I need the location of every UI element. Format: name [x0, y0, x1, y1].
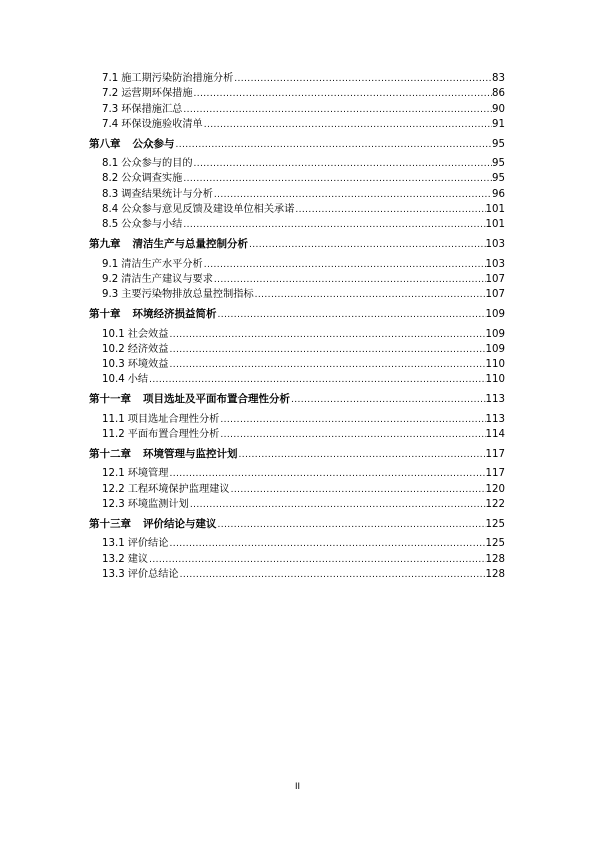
toc-entry-title: 公众参与的目的: [121, 158, 193, 170]
toc-entry-page: 110: [485, 374, 505, 386]
toc-chapter-entry[interactable]: [89, 136, 505, 152]
toc-entry-number: 10.2: [102, 343, 125, 355]
dot-leader: [290, 392, 486, 407]
toc-chapter-entry[interactable]: [89, 236, 505, 252]
toc-entry-label: [89, 257, 203, 272]
dot-leader: [217, 307, 486, 322]
toc-entry-title: 公众参与意见反馈及建设单位相关承诺: [121, 204, 295, 216]
toc-chapter-page: 103: [485, 239, 505, 251]
dot-leader: [238, 447, 486, 462]
toc-entry-title: 建议: [127, 553, 149, 565]
toc-entry[interactable]: [89, 466, 505, 481]
toc-entry-label: [89, 327, 168, 342]
toc-entry-title: 环境效益: [127, 359, 169, 371]
toc-entry-title: 评价总结论: [127, 568, 179, 580]
dot-leader: [189, 498, 486, 512]
toc-entry-page: 109: [485, 328, 505, 340]
toc-entry-title: 经济效益: [127, 343, 169, 355]
toc-entry[interactable]: [89, 536, 505, 551]
dot-leader: [213, 188, 492, 202]
toc-entry[interactable]: [89, 171, 505, 186]
toc-chapter-title: 公众参与: [132, 137, 175, 150]
dot-leader: [193, 87, 493, 101]
toc-entry-page: 110: [485, 359, 505, 371]
toc-entry-page: 101: [485, 219, 505, 231]
toc-entry-title: 项目选址合理性分析: [127, 413, 220, 425]
toc-entry-title: 清洁生产建议与要求: [121, 273, 213, 285]
dot-leader: [148, 373, 485, 387]
toc-entry-number: 11.2: [102, 429, 125, 441]
toc-chapter-number: 第九章: [89, 238, 121, 251]
toc-entry-label: [89, 102, 182, 117]
toc-entry-number: 10.3: [102, 359, 125, 371]
toc-entry[interactable]: [89, 86, 505, 101]
toc-entry-page: 95: [492, 158, 505, 170]
toc-chapter-number: 第八章: [89, 137, 121, 150]
toc-entry-page: 117: [485, 468, 505, 480]
toc-chapter-entry[interactable]: [89, 306, 505, 322]
toc-entry[interactable]: [89, 357, 505, 372]
toc-entry-number: 10.4: [102, 374, 125, 386]
toc-entry-title: 环境管理: [127, 468, 169, 480]
toc-entry-page: 101: [485, 204, 505, 216]
toc-chapter-page: 95: [492, 138, 505, 150]
toc-entry-label: [89, 372, 148, 387]
toc-entry-title: 公众参与小结: [121, 219, 183, 231]
toc-entry-number: 7.1: [102, 73, 119, 84]
toc-entry-page: 109: [485, 343, 505, 355]
toc-entry-label: [89, 86, 193, 101]
toc-entry-label: [89, 482, 230, 497]
toc-chapter-label: [89, 516, 217, 532]
toc-entry[interactable]: [89, 342, 505, 357]
toc-entry[interactable]: [89, 327, 505, 342]
toc-chapter-number: 第十三章: [89, 517, 131, 530]
toc-chapter-number: 第十章: [89, 308, 121, 321]
toc-chapter-page: 125: [485, 518, 505, 530]
dot-leader: [193, 157, 493, 171]
dot-leader: [168, 537, 485, 551]
dot-leader: [203, 118, 492, 132]
toc-entry-label: [89, 427, 219, 442]
table-of-contents: [89, 71, 505, 582]
toc-entry-title: 工程环境保护监理建议: [127, 483, 230, 495]
toc-entry-page: 107: [485, 289, 505, 301]
toc-entry-title: 运营期环保措施: [121, 88, 193, 100]
toc-entry-number: 8.4: [102, 204, 119, 216]
toc-entry-page: 90: [492, 103, 505, 115]
toc-chapter-entry[interactable]: [89, 446, 505, 462]
dot-leader: [148, 553, 485, 567]
toc-entry-number: 9.1: [102, 258, 119, 270]
toc-chapter-number: 第十一章: [89, 393, 131, 406]
dot-leader: [168, 358, 485, 372]
toc-entry-page: 114: [485, 429, 505, 441]
toc-entry-number: 7.3: [102, 103, 119, 115]
toc-entry-label: [89, 272, 213, 287]
toc-chapter-entry[interactable]: [89, 516, 505, 532]
toc-chapter-label: [89, 391, 290, 407]
toc-entry-label: [89, 287, 254, 302]
toc-entry-number: 8.2: [102, 173, 119, 185]
dot-leader: [179, 568, 486, 582]
toc-entry-page: 83: [492, 73, 505, 84]
toc-entry-number: 13.1: [102, 538, 125, 550]
toc-entry-page: 86: [492, 88, 505, 100]
toc-entry-number: 12.1: [102, 468, 125, 480]
toc-entry-title: 小结: [127, 374, 149, 386]
toc-entry-title: 公众调查实施: [121, 173, 183, 185]
dot-leader: [217, 517, 486, 532]
dot-leader: [213, 273, 486, 287]
toc-entry-number: 11.1: [102, 413, 125, 425]
toc-entry-title: 平面布置合理性分析: [127, 429, 220, 441]
page-number: II: [294, 781, 300, 791]
toc-entry-label: [89, 202, 294, 217]
toc-entry-page: 103: [485, 258, 505, 270]
toc-entry-page: 128: [485, 553, 505, 565]
toc-chapter-title: 环境经济损益简析: [132, 308, 217, 321]
toc-entry-label: [89, 497, 189, 512]
toc-chapter-title: 项目选址及平面布置合理性分析: [143, 393, 290, 406]
dot-leader: [219, 413, 485, 427]
toc-entry[interactable]: [89, 202, 505, 217]
toc-entry-title: 社会效益: [127, 328, 169, 340]
toc-chapter-label: [89, 306, 217, 322]
toc-entry-label: [89, 171, 182, 186]
toc-chapter-label: [89, 136, 175, 152]
dot-leader: [168, 467, 485, 481]
toc-entry-number: 7.2: [102, 88, 119, 100]
toc-chapter-label: [89, 236, 248, 252]
dot-leader: [233, 72, 492, 86]
toc-entry-page: 107: [485, 273, 505, 285]
toc-entry[interactable]: [89, 552, 505, 567]
toc-entry-page: 113: [485, 413, 505, 425]
toc-entry-number: 8.1: [102, 158, 119, 170]
toc-chapter-title: 评价结论与建议: [143, 517, 217, 530]
dot-leader: [182, 103, 492, 117]
toc-entry-page: 91: [492, 118, 505, 130]
toc-entry[interactable]: [89, 156, 505, 171]
toc-entry[interactable]: [89, 497, 505, 512]
toc-entry[interactable]: [89, 187, 505, 202]
toc-entry[interactable]: [89, 257, 505, 272]
toc-entry-label: [89, 412, 219, 427]
toc-entry-number: 9.2: [102, 273, 119, 285]
toc-entry-label: [89, 466, 168, 481]
toc-entry-label: [89, 71, 233, 86]
dot-leader: [168, 343, 485, 357]
toc-entry[interactable]: [89, 117, 505, 132]
toc-entry-title: 清洁生产水平分析: [121, 258, 203, 270]
toc-entry-page: 122: [485, 498, 505, 510]
toc-entry-label: [89, 357, 168, 372]
dot-leader: [168, 328, 485, 342]
toc-entry-title: 环保措施汇总: [121, 103, 183, 115]
toc-entry[interactable]: [89, 71, 505, 86]
toc-entry[interactable]: [89, 372, 505, 387]
toc-entry[interactable]: [89, 217, 505, 232]
dot-leader: [175, 137, 493, 152]
toc-entry-number: 8.5: [102, 219, 119, 231]
toc-entry-label: [89, 536, 168, 551]
toc-entry-number: 12.2: [102, 483, 125, 495]
toc-entry-number: 13.2: [102, 553, 125, 565]
dot-leader: [203, 258, 486, 272]
dot-leader: [230, 483, 486, 497]
toc-entry-label: [89, 117, 203, 132]
toc-entry-number: 7.4: [102, 118, 119, 130]
toc-entry-number: 8.3: [102, 188, 119, 200]
toc-entry[interactable]: [89, 482, 505, 497]
toc-entry-page: 128: [485, 568, 505, 580]
toc-entry-page: 96: [492, 188, 505, 200]
toc-entry-title: 主要污染物排放总量控制指标: [121, 289, 254, 301]
dot-leader: [182, 218, 485, 232]
toc-chapter-page: 113: [485, 394, 505, 406]
toc-entry-title: 施工期污染防治措施分析: [121, 73, 234, 84]
toc-chapter-page: 109: [485, 309, 505, 321]
toc-entry-page: 125: [485, 538, 505, 550]
toc-entry-title: 环保设施验收清单: [121, 118, 203, 130]
toc-entry[interactable]: [89, 102, 505, 117]
dot-leader: [254, 288, 486, 302]
toc-entry[interactable]: [89, 272, 505, 287]
toc-entry[interactable]: [89, 287, 505, 302]
toc-chapter-title: 环境管理与监控计划: [143, 447, 238, 460]
toc-entry-label: [89, 567, 179, 582]
toc-entry-page: 95: [492, 173, 505, 185]
toc-entry-label: [89, 342, 168, 357]
toc-chapter-number: 第十二章: [89, 447, 131, 460]
dot-leader: [182, 172, 492, 186]
toc-chapter-page: 117: [485, 448, 505, 460]
toc-entry-label: [89, 552, 148, 567]
dot-leader: [219, 428, 485, 442]
toc-chapter-label: [89, 446, 238, 462]
toc-entry-title: 调查结果统计与分析: [121, 188, 213, 200]
toc-chapter-title: 清洁生产与总量控制分析: [132, 238, 248, 251]
toc-entry-number: 9.3: [102, 289, 119, 301]
dot-leader: [248, 237, 486, 252]
dot-leader: [294, 203, 485, 217]
toc-entry-label: [89, 217, 182, 232]
toc-entry-page: 120: [485, 483, 505, 495]
toc-entry[interactable]: [89, 567, 505, 582]
toc-entry-number: 13.3: [102, 568, 125, 580]
toc-entry-number: 10.1: [102, 328, 125, 340]
toc-entry-title: 环境监测计划: [127, 498, 189, 510]
toc-entry-number: 12.3: [102, 498, 125, 510]
toc-entry[interactable]: [89, 427, 505, 442]
toc-entry-label: [89, 156, 193, 171]
toc-entry-title: 评价结论: [127, 538, 169, 550]
toc-entry-label: [89, 187, 213, 202]
toc-chapter-entry[interactable]: [89, 391, 505, 407]
toc-entry[interactable]: [89, 412, 505, 427]
